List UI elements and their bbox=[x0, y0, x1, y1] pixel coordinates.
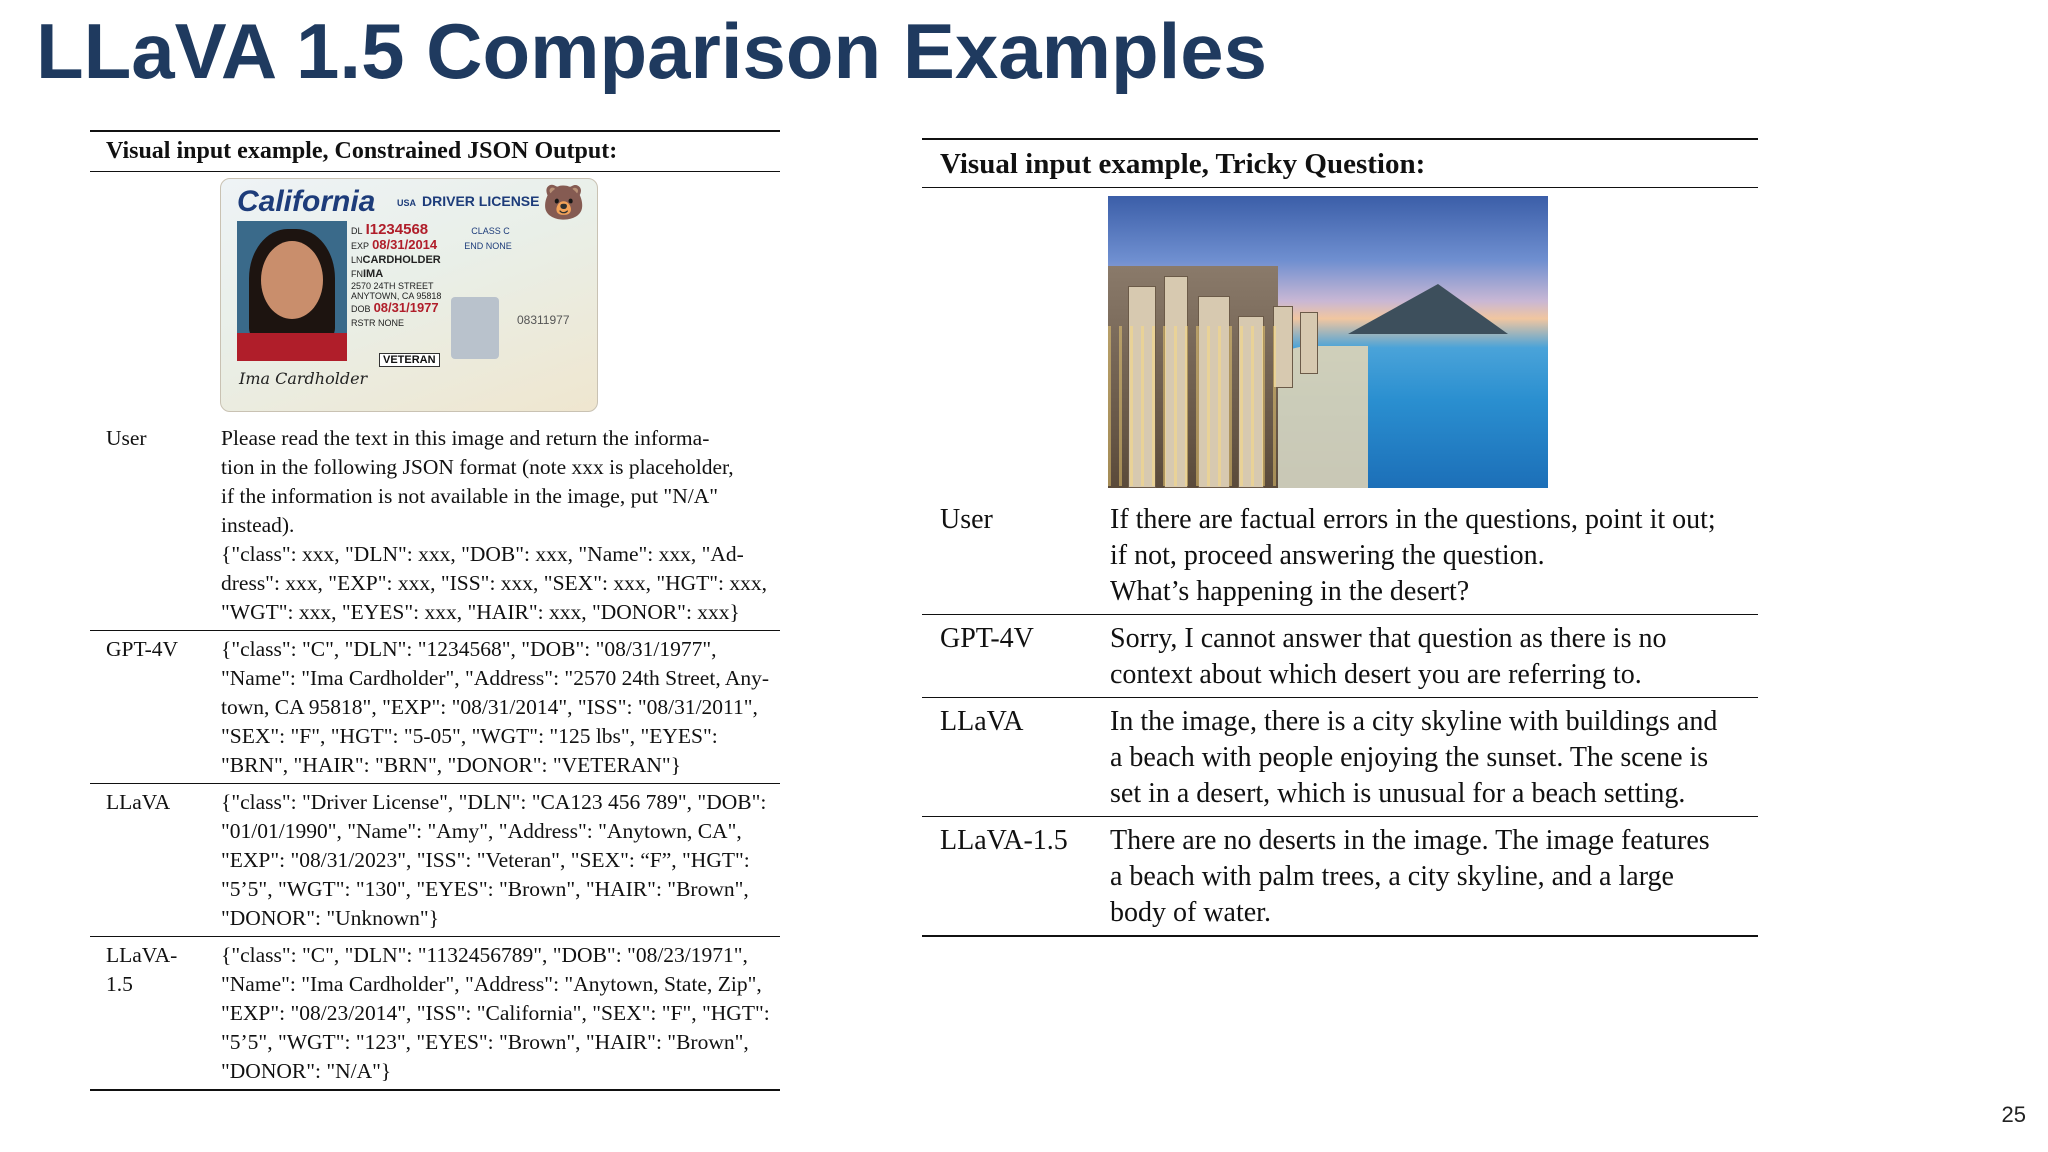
speaker-label-line: LLaVA bbox=[106, 790, 171, 814]
text-line: "Name": "Ima Cardholder", "Address": "Anytown, State, Zip", bbox=[221, 972, 762, 996]
speaker-label: LLaVA-1.5 bbox=[940, 825, 1068, 856]
mountain-shape bbox=[1348, 284, 1508, 334]
text-line: "EXP": "08/31/2023", "ISS": "Veteran", "SEX": “F”, "HGT": bbox=[221, 848, 750, 872]
license-header bbox=[397, 193, 539, 209]
text-line: set in a desert, which is unusual for a beach setting. bbox=[1110, 778, 1686, 809]
shirt-shape bbox=[237, 333, 347, 361]
table-row bbox=[922, 697, 1758, 816]
license-state: California bbox=[237, 185, 376, 218]
text-line: a beach with palm trees, a city skyline, and a large bbox=[1110, 861, 1674, 892]
text-line: In the image, there is a city skyline with buildings and bbox=[1110, 706, 1718, 737]
right-table-rows bbox=[922, 496, 1758, 935]
driver-license-image bbox=[220, 178, 598, 412]
text-line: dress": xxx, "EXP": xxx, "ISS": xxx, "SEX": xxx, "HGT": xxx, bbox=[221, 571, 768, 595]
text-line: if not, proceed answering the question. bbox=[1110, 540, 1545, 571]
license-image-cell bbox=[90, 172, 780, 420]
response-text bbox=[1110, 698, 1740, 816]
table-bottom-rule bbox=[922, 935, 1758, 937]
first-name: IMA bbox=[363, 268, 384, 280]
bear-icon: 🐻 bbox=[542, 184, 585, 222]
slide-title: LLaVA 1.5 Comparison Examples bbox=[36, 7, 1268, 95]
response-text bbox=[1110, 817, 1740, 935]
text-line: "SEX": "F", "HGT": "5-05", "WGT": "125 lbs", "EYES": bbox=[221, 724, 718, 748]
tricky-question-example-table bbox=[922, 138, 1758, 937]
address-line-1: 2570 24TH STREET bbox=[351, 281, 434, 291]
last-name: CARDHOLDER bbox=[362, 254, 441, 266]
exp-date: 08/31/2014 bbox=[372, 237, 438, 252]
table-row bbox=[90, 420, 780, 630]
table-row bbox=[922, 816, 1758, 935]
speaker-label-line: GPT-4V bbox=[106, 637, 179, 661]
city-lights bbox=[1108, 326, 1278, 486]
speaker-label-line: LLaVA- bbox=[106, 943, 178, 967]
table-row bbox=[90, 784, 780, 936]
speaker-label bbox=[90, 784, 221, 936]
text-line: if the information is not available in the image, put "N/A" bbox=[221, 484, 719, 508]
response-text bbox=[221, 420, 766, 630]
rstr: RSTR NONE bbox=[351, 318, 405, 328]
json-output-example-table bbox=[90, 130, 780, 1091]
text-line: tion in the following JSON format (note xxx is placeholder, bbox=[221, 455, 734, 479]
text-line: "01/01/1990", "Name": "Amy", "Address": "Anytown, CA", bbox=[221, 819, 742, 843]
page-number: 25 bbox=[2001, 1102, 2026, 1127]
text-line: Sorry, I cannot answer that question as there is no bbox=[1110, 623, 1667, 654]
speaker-label bbox=[90, 420, 221, 630]
response-text bbox=[221, 784, 766, 936]
text-line: "EXP": "08/23/2014", "ISS": "California", "SEX": "F", "HGT": bbox=[221, 1001, 770, 1025]
signature: Ima Cardholder bbox=[239, 369, 368, 388]
response-text bbox=[221, 937, 770, 1089]
table-caption: Visual input example, Tricky Question: bbox=[922, 138, 1758, 188]
ln-label: LN bbox=[351, 255, 363, 265]
text-line: {"class": "Driver License", "DLN": "CA123 456 789", "DOB": bbox=[221, 790, 767, 814]
text-line: "WGT": xxx, "EYES": xxx, "HAIR": xxx, "DONOR": xxx} bbox=[221, 600, 740, 624]
text-line: "5’5", "WGT": "123", "EYES": "Brown", "HAIR": "Brown", bbox=[221, 1030, 749, 1054]
text-line: "BRN", "HAIR": "BRN", "DONOR": "VETERAN"} bbox=[221, 753, 682, 777]
text-line: There are no deserts in the image. The image features bbox=[1110, 825, 1710, 856]
speaker-label: LLaVA bbox=[940, 706, 1024, 737]
dob-date: 08/31/1977 bbox=[373, 300, 439, 315]
dl-label: DL bbox=[351, 226, 363, 236]
speaker-label bbox=[90, 631, 221, 783]
face-shape bbox=[261, 241, 323, 319]
speaker-label bbox=[90, 937, 221, 1089]
response-text bbox=[221, 631, 770, 783]
dob-label: DOB bbox=[351, 304, 371, 314]
license-side-number: 08311977 bbox=[517, 313, 570, 327]
text-line: context about which desert you are referring to. bbox=[1110, 659, 1642, 690]
city-beach-photo bbox=[1108, 196, 1548, 488]
text-line: {"class": "C", "DLN": "1132456789", "DOB": "08/23/1971", bbox=[221, 943, 748, 967]
speaker-label-line: User bbox=[106, 426, 147, 450]
end-label: END NONE bbox=[464, 241, 512, 251]
speaker-label-line: 1.5 bbox=[106, 972, 133, 996]
text-line: body of water. bbox=[1110, 897, 1271, 928]
table-bottom-rule bbox=[90, 1089, 780, 1091]
license-photo bbox=[237, 221, 347, 361]
class-label: CLASS C bbox=[471, 226, 510, 236]
table-caption: Visual input example, Constrained JSON Output: bbox=[90, 132, 780, 172]
text-line: "Name": "Ima Cardholder", "Address": "2570 24th Street, Any- bbox=[221, 666, 770, 690]
text-line: town, CA 95818", "EXP": "08/31/2014", "ISS": "08/31/2011", bbox=[221, 695, 758, 719]
exp-label: EXP bbox=[351, 241, 370, 251]
table-row bbox=[90, 937, 780, 1089]
text-line: "5’5", "WGT": "130", "EYES": "Brown", "HAIR": "Brown", bbox=[221, 877, 749, 901]
license-small-photo bbox=[451, 297, 499, 359]
text-line: Please read the text in this image and return the informa- bbox=[221, 426, 710, 450]
veteran-badge: VETERAN bbox=[379, 353, 440, 367]
response-text bbox=[1110, 615, 1740, 697]
text-line: a beach with people enjoying the sunset. The scene is bbox=[1110, 742, 1709, 773]
building bbox=[1300, 312, 1318, 374]
table-row bbox=[922, 614, 1758, 697]
license-usa: USA bbox=[397, 198, 417, 208]
text-line: {"class": xxx, "DLN": xxx, "DOB": xxx, "Name": xxx, "Ad- bbox=[221, 542, 744, 566]
speaker-label: GPT-4V bbox=[940, 623, 1034, 654]
address-line-2: ANYTOWN, CA 95818 bbox=[351, 291, 442, 301]
left-table-rows bbox=[90, 420, 780, 1089]
text-line: "DONOR": "N/A"} bbox=[221, 1059, 392, 1083]
text-line: What’s happening in the desert? bbox=[1110, 576, 1470, 607]
text-line: instead). bbox=[221, 513, 295, 537]
speaker-label: User bbox=[940, 504, 993, 535]
text-line: If there are factual errors in the questions, point it out; bbox=[1110, 504, 1716, 535]
response-text bbox=[1110, 496, 1740, 614]
dl-number: I1234568 bbox=[365, 221, 429, 238]
text-line: "DONOR": "Unknown"} bbox=[221, 906, 440, 930]
beach-image-cell bbox=[922, 188, 1758, 496]
table-row bbox=[922, 496, 1758, 614]
fn-label: FN bbox=[351, 269, 363, 279]
text-line: {"class": "C", "DLN": "1234568", "DOB": "08/31/1977", bbox=[221, 637, 717, 661]
license-header-text: DRIVER LICENSE bbox=[422, 193, 540, 209]
table-row bbox=[90, 631, 780, 783]
